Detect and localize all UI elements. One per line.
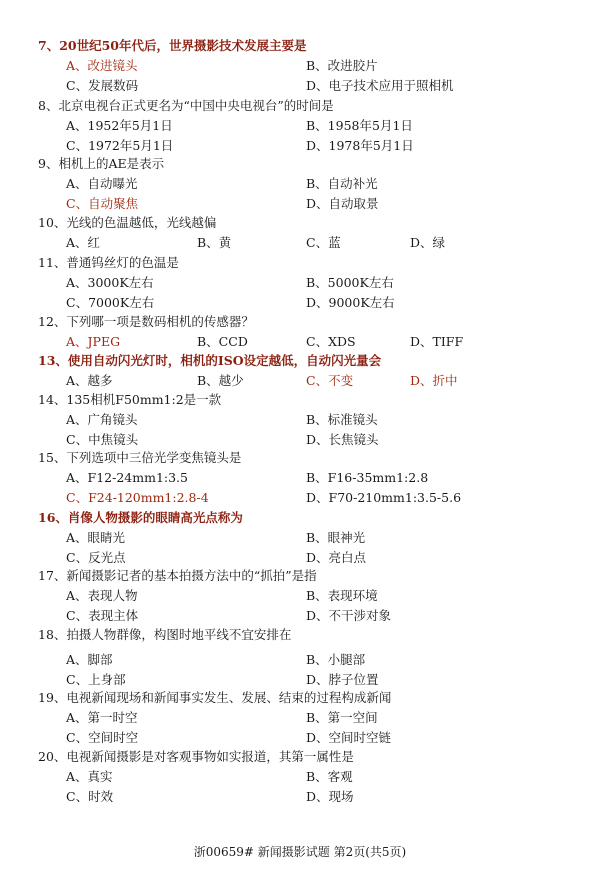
option-a: A、第一时空 bbox=[66, 710, 138, 725]
option-d: D、折中 bbox=[410, 373, 458, 388]
option-a: A、改进镜头 bbox=[66, 58, 138, 73]
option-a: A、F12-24mm1:3.5 bbox=[66, 470, 188, 485]
option-a: A、JPEG bbox=[66, 334, 121, 349]
option-b: B、第一空间 bbox=[306, 710, 378, 725]
option-a: A、表现人物 bbox=[66, 588, 138, 603]
option-d: D、绿 bbox=[410, 235, 446, 250]
option-d: D、9000K左右 bbox=[306, 295, 395, 310]
option-c: C、时效 bbox=[66, 789, 114, 804]
option-a: A、真实 bbox=[66, 769, 113, 784]
question-stem: 9、相机上的AE是表示 bbox=[38, 156, 165, 171]
option-a: A、红 bbox=[66, 235, 101, 250]
option-b: B、小腿部 bbox=[306, 652, 366, 667]
option-a: A、脚部 bbox=[66, 652, 113, 667]
page-footer: 浙00659# 新闻摄影试题 第2页(共5页) bbox=[193, 845, 407, 859]
option-b: B、改进胶片 bbox=[306, 58, 378, 73]
option-a: A、越多 bbox=[66, 373, 113, 388]
option-b: B、黄 bbox=[197, 235, 232, 250]
option-c: C、蓝 bbox=[306, 235, 341, 250]
option-c: C、中焦镜头 bbox=[66, 432, 139, 447]
option-a: A、3000K左右 bbox=[66, 275, 154, 290]
option-b: B、客观 bbox=[306, 769, 353, 784]
option-a: A、自动曝光 bbox=[66, 176, 138, 191]
option-b: B、眼神光 bbox=[306, 530, 366, 545]
option-c: C、1972年5月1日 bbox=[66, 138, 174, 153]
option-b: B、F16-35mm1:2.8 bbox=[306, 470, 429, 485]
option-b: B、5000K左右 bbox=[306, 275, 394, 290]
option-d: D、亮白点 bbox=[306, 550, 367, 565]
option-d: D、自动取景 bbox=[306, 196, 379, 211]
question-stem: 18、拍摄人物群像，构图时地平线不宜安排在 bbox=[38, 627, 292, 642]
question-stem: 8、北京电视台正式更名为“中国中央电视台”的时间是 bbox=[38, 98, 334, 113]
question-stem: 19、电视新闻现场和新闻事实发生、发展、结束的过程构成新闻 bbox=[38, 690, 392, 705]
question-stem: 10、光线的色温越低，光线越偏 bbox=[38, 215, 217, 230]
option-c: C、7000K左右 bbox=[66, 295, 155, 310]
question-stem: 7、20世纪50年代后，世界摄影技术发展主要是 bbox=[38, 38, 307, 53]
option-d: D、脖子位置 bbox=[306, 672, 379, 687]
option-b: B、越少 bbox=[197, 373, 244, 388]
option-d: D、1978年5月1日 bbox=[306, 138, 414, 153]
question-stem: 11、普通钨丝灯的色温是 bbox=[38, 255, 179, 270]
option-c: C、空间时空 bbox=[66, 730, 139, 745]
option-b: B、1958年5月1日 bbox=[306, 118, 413, 133]
question-stem: 17、新闻摄影记者的基本拍摄方法中的“抓拍”是指 bbox=[38, 568, 317, 583]
option-c: C、上身部 bbox=[66, 672, 126, 687]
option-d: D、TIFF bbox=[410, 334, 464, 349]
option-b: B、表现环境 bbox=[306, 588, 378, 603]
option-c: C、反光点 bbox=[66, 550, 126, 565]
option-d: D、长焦镜头 bbox=[306, 432, 379, 447]
option-b: B、CCD bbox=[197, 334, 248, 349]
question-stem: 12、下列哪一项是数码相机的传感器？ bbox=[38, 314, 254, 329]
option-d: D、F70-210mm1:3.5-5.6 bbox=[306, 490, 462, 505]
option-c: C、表现主体 bbox=[66, 608, 139, 623]
option-b: B、标准镜头 bbox=[306, 412, 378, 427]
question-stem: 20、电视新闻摄影是对客观事物如实报道，其第一属性是 bbox=[38, 749, 354, 764]
option-a: A、广角镜头 bbox=[66, 412, 138, 427]
option-b: B、自动补光 bbox=[306, 176, 378, 191]
option-c: C、发展数码 bbox=[66, 78, 139, 93]
option-a: A、1952年5月1日 bbox=[66, 118, 173, 133]
option-d: D、电子技术应用于照相机 bbox=[306, 78, 454, 93]
option-d: D、不干涉对象 bbox=[306, 608, 392, 623]
option-c: C、XDS bbox=[306, 334, 356, 349]
question-stem: 15、下列选项中三倍光学变焦镜头是 bbox=[38, 450, 242, 465]
option-d: D、空间时空链 bbox=[306, 730, 392, 745]
question-stem: 13、使用自动闪光灯时，相机的ISO设定越低，自动闪光量会 bbox=[38, 353, 382, 368]
option-c: C、F24-120mm1:2.8-4 bbox=[66, 490, 209, 505]
option-c: C、不变 bbox=[306, 373, 354, 388]
option-d: D、现场 bbox=[306, 789, 354, 804]
option-c: C、自动聚焦 bbox=[66, 196, 139, 211]
option-a: A、眼睛光 bbox=[66, 530, 126, 545]
question-stem: 16、肖像人物摄影的眼睛高光点称为 bbox=[38, 510, 243, 525]
question-stem: 14、135相机F50mm1:2是一款 bbox=[38, 392, 222, 407]
